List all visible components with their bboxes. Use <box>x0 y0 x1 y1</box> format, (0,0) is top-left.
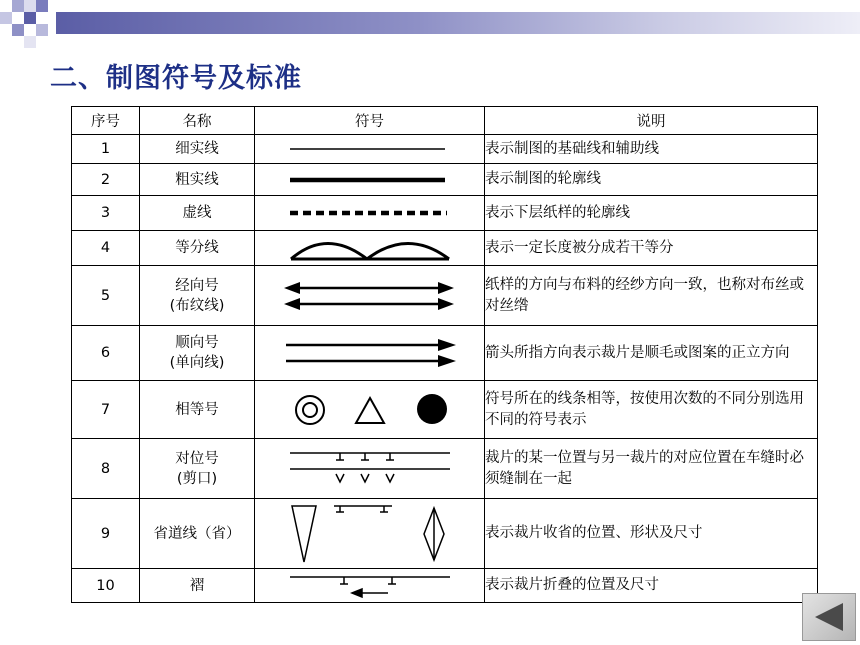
row-name-note: (布纹线) <box>169 297 225 314</box>
row-name: 褶 <box>140 569 255 603</box>
table-row <box>72 569 818 603</box>
table-header-row <box>72 107 818 135</box>
table-row <box>72 231 818 266</box>
pleat-mark-icon <box>255 569 485 603</box>
equal-mark-symbols-icon <box>255 381 485 439</box>
page-title: 二、制图符号及标准 <box>50 63 302 94</box>
row-number: 2 <box>72 164 140 196</box>
row-name: 经向号 <box>175 277 219 294</box>
row-number: 3 <box>72 196 140 231</box>
row-description: 裁片的某一位置与另一裁片的对应位置在车缝时必须缝制在一起 <box>485 439 818 499</box>
row-name-cell <box>140 326 255 381</box>
header-description: 说明 <box>485 107 818 135</box>
notch-mark-icon <box>255 439 485 499</box>
symbol-table <box>71 106 818 603</box>
header-name: 名称 <box>140 107 255 135</box>
row-description: 纸样的方向与布料的经纱方向一致，也称对布丝或对丝绺 <box>485 266 818 326</box>
row-description: 表示下层纸样的轮廓线 <box>485 196 818 231</box>
row-number: 7 <box>72 381 140 439</box>
row-name: 省道线（省） <box>140 499 255 569</box>
row-name-note: (单向线) <box>169 355 225 371</box>
row-description: 表示制图的轮廓线 <box>485 164 818 196</box>
equal-division-arcs-icon <box>255 231 485 266</box>
row-number: 10 <box>72 569 140 603</box>
row-description: 表示制图的基础线和辅助线 <box>485 135 818 164</box>
row-name: 等分线 <box>140 231 255 266</box>
row-number: 6 <box>72 326 140 381</box>
table-row <box>72 499 818 569</box>
row-name-note: (剪口) <box>176 470 218 487</box>
table-row <box>72 326 818 381</box>
thick-solid-line-icon <box>255 164 485 196</box>
row-name: 粗实线 <box>140 164 255 196</box>
header-decoration <box>0 0 860 48</box>
thin-solid-line-icon <box>255 135 485 164</box>
row-number: 9 <box>72 499 140 569</box>
row-number: 1 <box>72 135 140 164</box>
table-row <box>72 196 818 231</box>
row-description: 表示裁片折叠的位置及尺寸 <box>485 569 818 603</box>
row-name: 顺向号 <box>175 335 219 351</box>
dashed-line-icon <box>255 196 485 231</box>
dart-line-icon <box>255 499 485 569</box>
row-name: 相等号 <box>140 381 255 439</box>
row-name-cell <box>140 439 255 499</box>
row-name: 细实线 <box>140 135 255 164</box>
row-number: 4 <box>72 231 140 266</box>
single-arrow-direction-icon <box>255 326 485 381</box>
row-name-cell <box>140 266 255 326</box>
table-row <box>72 164 818 196</box>
row-name: 对位号 <box>175 450 219 467</box>
double-arrow-grain-icon <box>255 266 485 326</box>
row-description: 符号所在的线条相等，按使用次数的不同分别选用不同的符号表示 <box>485 381 818 439</box>
previous-slide-button[interactable] <box>802 593 856 641</box>
table-row <box>72 381 818 439</box>
row-description: 表示一定长度被分成若干等分 <box>485 231 818 266</box>
header-gradient-band <box>56 12 860 34</box>
header-no: 序号 <box>72 107 140 135</box>
header-symbol: 符号 <box>255 107 485 135</box>
row-name: 虚线 <box>140 196 255 231</box>
table-row <box>72 439 818 499</box>
corner-squares-decoration <box>0 0 60 48</box>
triangle-left-icon <box>803 594 855 640</box>
row-number: 5 <box>72 266 140 326</box>
table-row <box>72 135 818 164</box>
row-description: 箭头所指方向表示裁片是顺毛或图案的正立方向 <box>485 326 818 381</box>
row-description: 表示裁片收省的位置、形状及尺寸 <box>485 499 818 569</box>
table-row <box>72 266 818 326</box>
row-number: 8 <box>72 439 140 499</box>
